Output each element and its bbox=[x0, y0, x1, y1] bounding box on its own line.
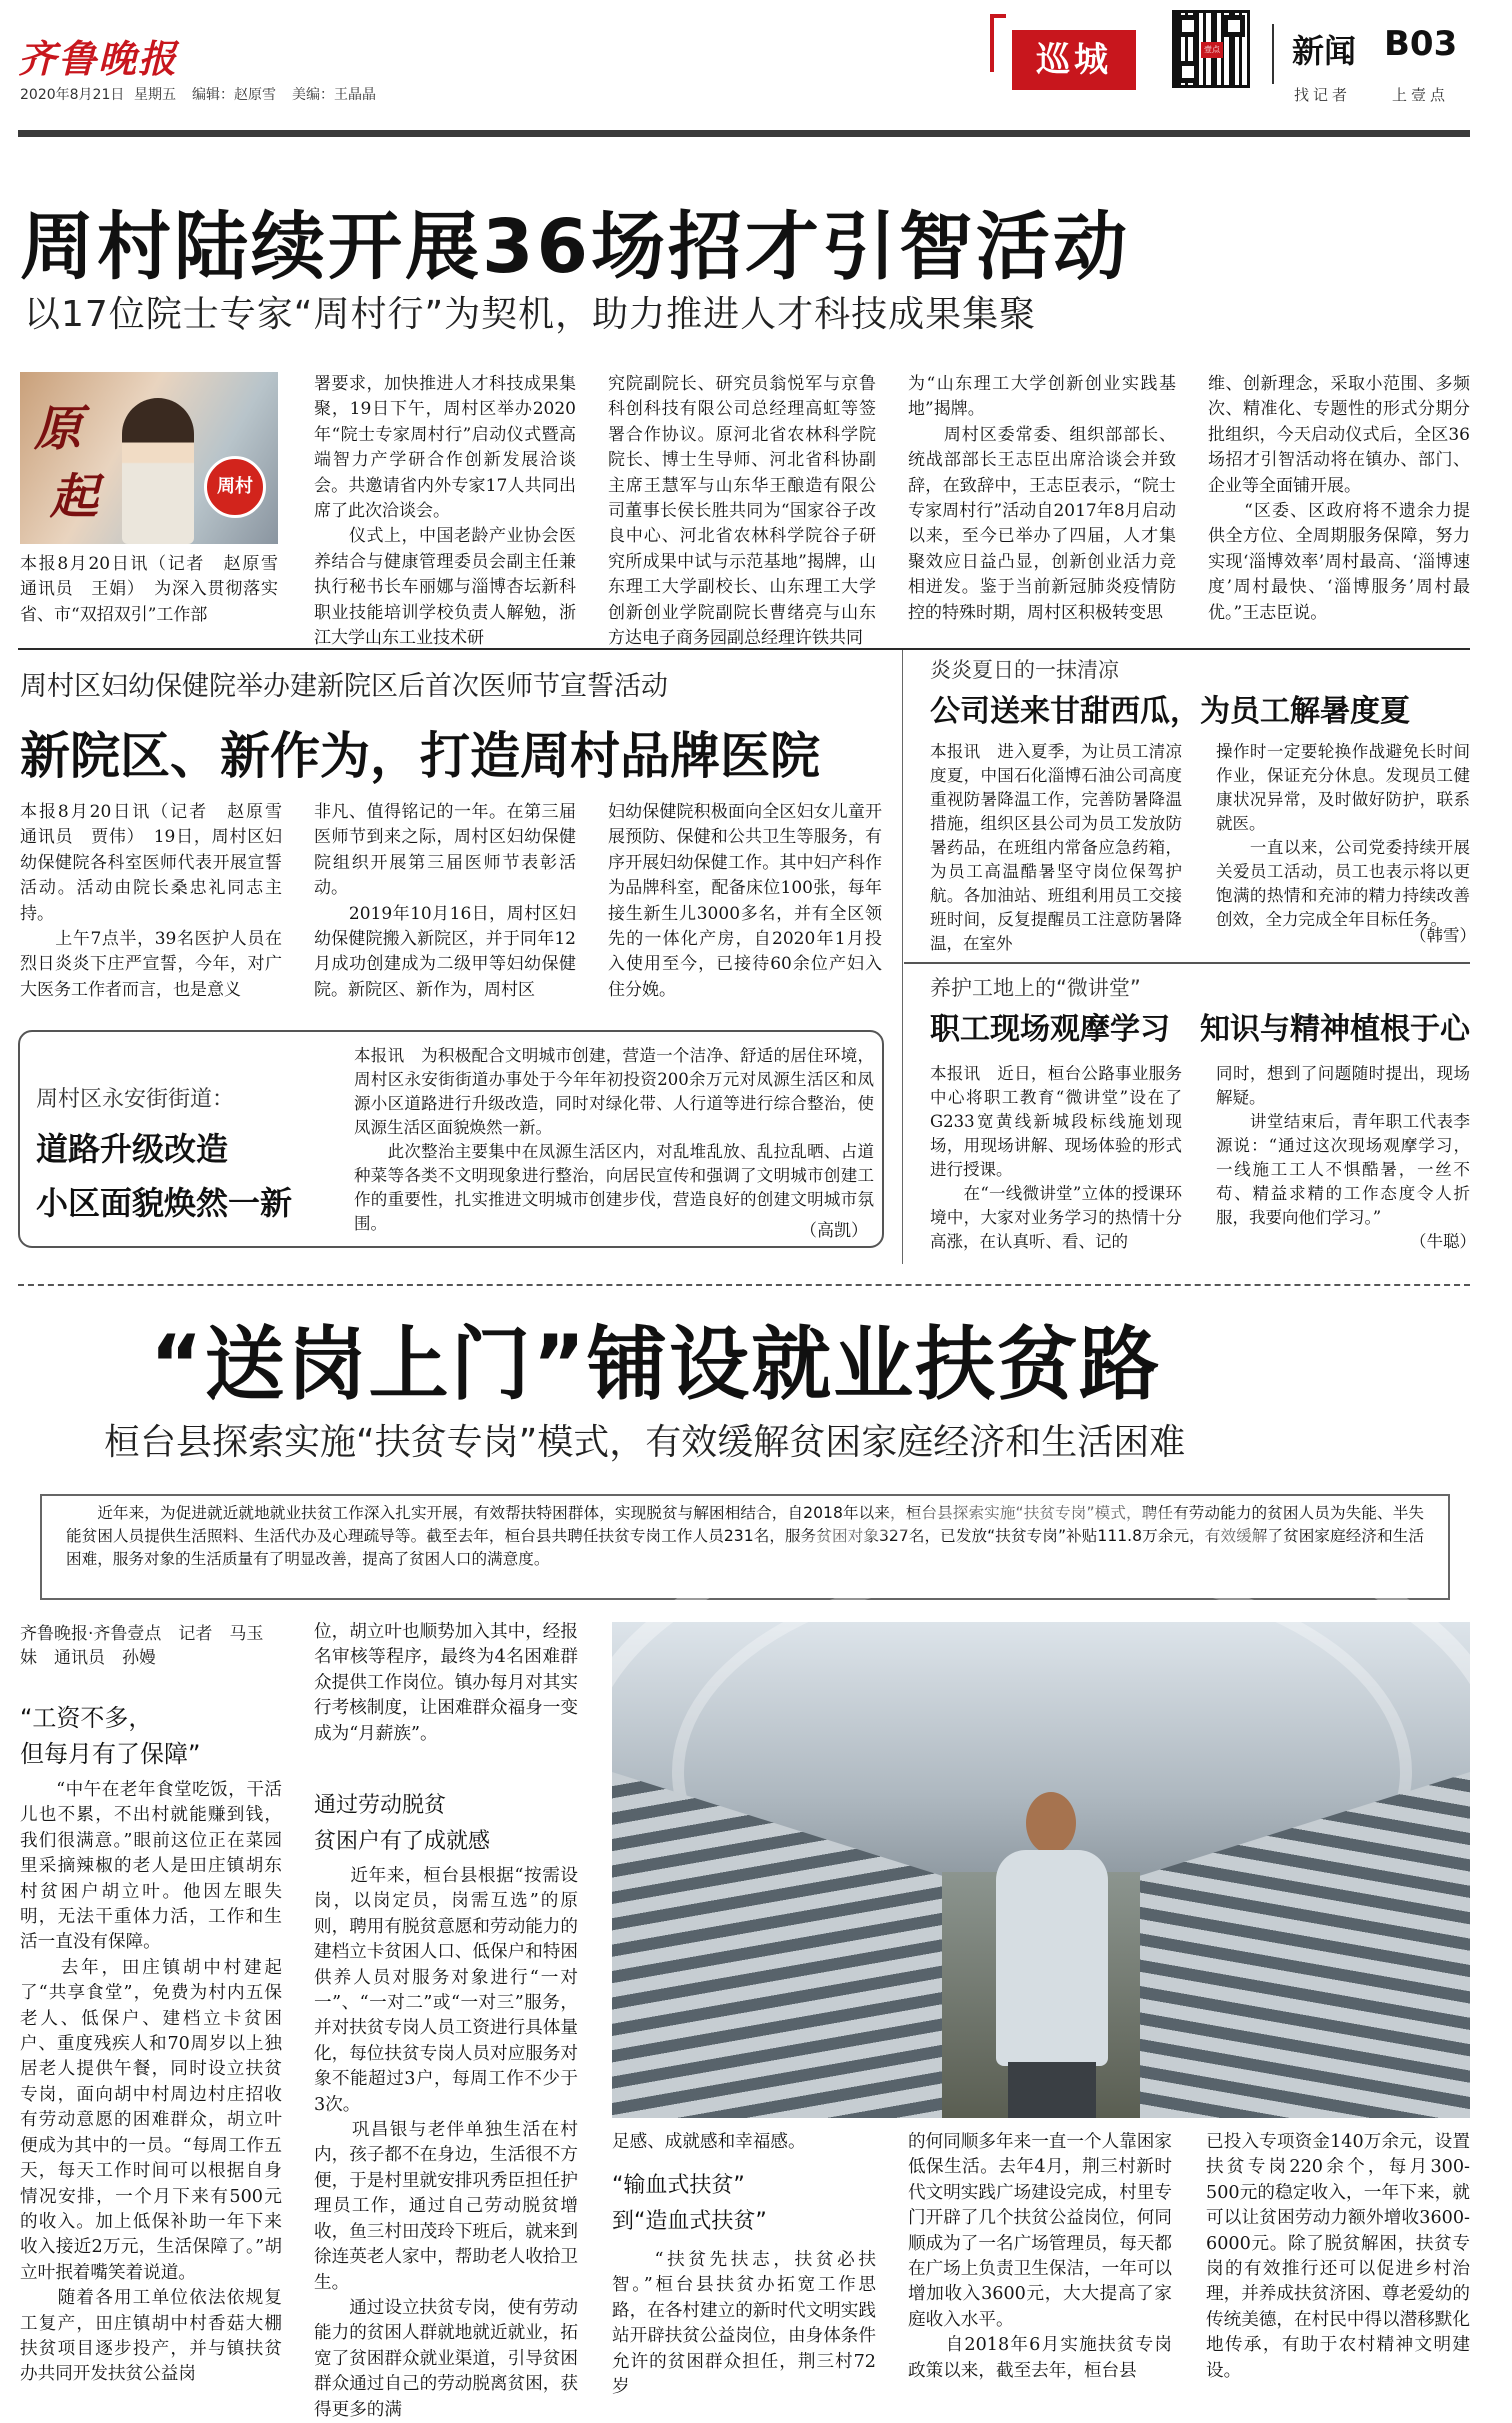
story1-subtitle: 以17位院士专家“周村行”为契机，助力推进人才科技成果集聚 bbox=[24, 294, 1037, 335]
story3-box bbox=[18, 1030, 884, 1248]
story4-title: 公司送来甘甜西瓜，为员工解暑度夏 bbox=[930, 694, 1410, 729]
section-tab bbox=[1012, 30, 1136, 90]
qr-code bbox=[1172, 10, 1250, 88]
section-dashed-rule bbox=[18, 1284, 1470, 1286]
story5-kicker: 养护工地上的“微讲堂” bbox=[930, 976, 1141, 1000]
story6-sub2-line1: 通过劳动脱贫 bbox=[314, 1793, 447, 1818]
story6-col3b: “扶贫先扶志，扶贫必扶智。”桓台县扶贫办拓宽工作思路，在各村建立的新时代文明实践站开辟扶贫公益岗位，由身体条件允许的贫困群众担任，荆三村72岁 bbox=[612, 2250, 876, 2398]
story4-col2: 操作时一定要轮换作战避免长时间作业，保证充分休息。发现员工健康状况异常，及时做好防护，联系就医。 一直以来，公司党委持续开展关爱员工活动，员工也表示将以更饱满的热情和充沛的精力持续改善创效，全力完成全年目标任务。 bbox=[1216, 742, 1470, 929]
story2-col2: 非凡、值得铭记的一年。在第三届医师节到来之际，周村区妇幼保健院组织开展第三届医师节表彰活动。 2019年10月16日，周村区妇幼保健院搬入新院区，并于同年12月成功创建成为二级甲等妇幼保健院。新院区、新作为，周村区 bbox=[314, 802, 576, 1000]
masthead-editor: 编辑：赵原雪 bbox=[192, 87, 276, 103]
qr-corner-icon bbox=[1177, 15, 1199, 37]
story6-sub2-line2: 贫困户有了成就感 bbox=[314, 1829, 491, 1854]
story6-col4: 的何同顺多年来一直一个人靠困家低保生活。去年4月，荆三村新时代文明实践广场建设完成，村里专门开辟了几个扶贫公益岗位，何同顺成为了一名广场管理员，每天都在广场上负责卫生保洁，一年可以增加收入3600元，大大提高了家庭收入水平。 自2018年6月实施扶贫专岗政策以来，截至去年，桓台县 bbox=[908, 2132, 1172, 2381]
story6-sub3-line1: “输血式扶贫” bbox=[612, 2173, 745, 2198]
story1-bottom-rule bbox=[18, 648, 1470, 650]
section-tab-bracket bbox=[990, 14, 1006, 72]
masthead-weekday: 星期五 bbox=[134, 87, 176, 103]
masthead bbox=[0, 0, 1488, 130]
newspaper-logo: 齐鲁晚报 bbox=[18, 36, 179, 81]
story6-col5: 已投入专项资金140万余元，设置扶贫专岗220余个，每月300-500元的稳定收入，一年下来，就可以让贫困劳动力额外增收3600-6000元。除了脱贫解困，扶贫专岗的有效推行还可以促进乡村治理，并养成扶贫济困、尊老爱幼的传统美德，在村民中得以潜移默化地传承，有助于农村精神文明建设。 bbox=[1206, 2132, 1470, 2381]
story6-byline: 齐鲁晚报·齐鲁壹点 记者 马玉妹 通讯员 孙嫚 bbox=[20, 1624, 264, 1668]
page-label: 新闻 bbox=[1292, 32, 1357, 70]
qr-corner-icon bbox=[1223, 15, 1245, 37]
story2-col3: 妇幼保健院积极面向全区妇女儿童开展预防、保健和公共卫生等服务，有序开展妇幼保健工作。其中妇产科作为品牌科室，配备床位100张，每年接生新生儿3000多名，并有全区领先的一体化产房，自2020年1月投入使用至今，已接待60余位产妇入住分娩。 bbox=[608, 802, 882, 1000]
story4-col1: 本报讯 进入夏季，为让员工清凉度夏，中国石化淄博石油公司高度重视防暑降温工作，完善防暑降温措施，组织区县公司为员工发放防暑药品，在班组内常备应急药箱，为员工高温酷暑坚守岗位保驾护航。各加油站、班组利用员工交接班时间，反复提醒员工注意防暑降温，在室外 bbox=[930, 742, 1182, 953]
section-tab-label: 巡城 bbox=[1036, 40, 1112, 80]
story2-title: 新院区、新作为，打造周村品牌医院 bbox=[20, 727, 820, 785]
story1-col2: 署要求，加快推进人才科技成果集聚，19日下午，周村区举办2020年“院士专家周村行”启动仪式暨高端智力产学研合作创新发展洽谈会。共邀请省内外专家17人共同出席了此次洽谈会。 仪式上，中国老龄产业协会医养结合与健康管理委员会副主任兼执行秘书长车丽娜与淄博杏坛新科职业技能培训学校负责人解勉，浙江大学山东工业技术研 bbox=[314, 374, 576, 649]
story3-kicker: 周村区永安街街道： bbox=[36, 1087, 235, 1112]
story1-col3: 究院副院长、研究员翁悦军与京鲁科创科技有限公司总经理高虹等签署合作协议。原河北省农林科学院院长、博士生导师、河北省科协副主席王慧军与山东华王酿造有限公司董事长侯长胜共同为“国家谷子改良中心、河北省农林科学院谷子研究所成果中试与示范基地”揭牌，山东理工大学副校长、山东理工大学创新创业学院副院长曹绪亮与山东方达电子商务园副总经理许铁共同 bbox=[608, 374, 876, 649]
story6-col3a: 足感、成就感和幸福感。 bbox=[612, 2132, 806, 2152]
story6-sub3-line2: 到“造血式扶贫” bbox=[612, 2209, 767, 2234]
story1-col1: 本报8月20日讯（记者 赵原雪 通讯员 王娟） 为深入贯彻落实省、市“双招双引”工作部 bbox=[20, 554, 295, 625]
story3-title-line1: 道路升级改造 bbox=[36, 1130, 229, 1168]
story4-kicker: 炎炎夏日的一抹清凉 bbox=[930, 658, 1119, 682]
qr-corner-icon bbox=[1177, 61, 1199, 83]
story2-kicker: 周村区妇幼保健院举办建新院区后首次医师节宣誓活动 bbox=[20, 671, 668, 702]
photo-badge bbox=[204, 456, 266, 518]
story6-lead: 近年来，为促进就近就地就业扶贫工作深入扎实开展，有效帮扶特困群体，实现脱贫与解困相结合，自2018年以来，桓台县探索实施“扶贫专岗”模式，聘任有劳动能力的贫困人员为失能、半失能贫困人员提供生活照料、生活代办及心理疏导等。截至去年，桓台县共聘任扶贫专岗工作人员231名，服务贫困对象327名，已发放“扶贫专岗”补贴111.8万余元，有效缓解了贫困家庭经济和生活困难，服务对象的生活质量有了明显改善，提高了贫困人口的满意度。 bbox=[66, 1504, 1424, 1568]
story5-sign: （牛聪） bbox=[1410, 1232, 1476, 1251]
story1-col4: 为“山东理工大学创新创业实践基地”揭牌。 周村区委常委、组织部部长、统战部部长王志臣出席洽谈会并致辞，在致辞中，王志臣表示，“院士专家周村行”活动自2017年8月启动以来，至今已举办了四届，人才集聚效应日益凸显，创新创业活力竞相迸发。鉴于当前新冠肺炎疫情防控的特殊时期，周村区积极转变思 bbox=[908, 374, 1176, 623]
story3-body: 本报讯 为积极配合文明城市创建，营造一个洁净、舒适的居住环境，周村区永安街街道办事处于今年年初投资200余万元对凤源生活区和凤源小区道路进行升级改造，同时对绿化带、人行道等进行综合整治，使凤源生活区面貌焕然一新。 此次整治主要集中在凤源生活区内，对乱堆乱放、乱拉乱晒、占道种菜等各类不文明现象进行整治，向居民宣传和强调了文明城市创建工作的重要性，扎实推进文明城市创建步伐，营造良好的创建文明城市氛围。 bbox=[354, 1046, 874, 1233]
story6-title: “送岗上门”铺设就业扶贫路 bbox=[150, 1318, 1162, 1411]
story6-col2a: 位，胡立叶也顺势加入其中，经报名审核等程序，最终为4名困难群众提供工作岗位。镇办每月对其实行考核制度，让困难群众福身一变成为“月薪族”。 bbox=[314, 1622, 578, 1744]
story4-bottom-rule bbox=[904, 962, 1470, 964]
photo-overlay-text-2: 起 bbox=[50, 469, 99, 525]
column-divider bbox=[902, 650, 903, 1264]
photo-person-body bbox=[996, 1850, 1108, 2066]
story6-subtitle: 桓台县探索实施“扶贫专岗”模式，有效缓解贫困家庭经济和生活困难 bbox=[104, 1422, 1186, 1463]
story6-sub1-line1: “工资不多， bbox=[20, 1704, 153, 1732]
story5-col2: 同时，想到了问题随时提出，现场解疑。 讲堂结束后，青年职工代表李源说：“通过这次现场观摩学习，一线施工工人不惧酷暑，一丝不苟、精益求精的工作态度令人折服，我要向他们学习。” bbox=[1216, 1064, 1470, 1227]
masthead-date: 2020年8月21日 bbox=[20, 87, 125, 103]
story3-sign: （高凯） bbox=[800, 1221, 868, 1241]
story6-photo bbox=[612, 1622, 1470, 2118]
qr-badge: 壹点 bbox=[1201, 42, 1223, 58]
story2-col1: 本报8月20日讯（记者 赵原雪 通讯员 贾伟） 19日，周村区妇幼保健院各科室医师代表开展宣誓活动。活动由院长桑忠礼同志主持。 上午7点半，39名医护人员在烈日炎炎下庄严宣誓，今年，对广大医务工作者而言，也是意义 bbox=[20, 802, 282, 1000]
story1-col5: 维、创新理念，采取小范围、多频次、精准化、专题性的形式分期分批组织，今天启动仪式后，全区36场招才引智活动将在镇办、部门、企业等全面铺开展。 “区委、区政府将不遗余力提供全方位、全周期服务保障，努力实现‘淄博效率’周村最高、‘淄博速度’周村最快、‘淄博服务’周村最优。”王志臣说。 bbox=[1208, 374, 1470, 623]
masthead-divider bbox=[1272, 24, 1274, 84]
photo-person-legs bbox=[1008, 2062, 1096, 2118]
photo-person-head bbox=[1026, 1792, 1076, 1854]
story3-title-line2: 小区面貌焕然一新 bbox=[36, 1184, 293, 1222]
masthead-designer: 美编：王晶晶 bbox=[292, 87, 376, 103]
photo-person bbox=[122, 398, 194, 544]
story5-col1: 本报讯 近日，桓台公路事业服务中心将职工教育“微讲堂”设在了G233宽黄线新城段标线施划现场，用现场讲解、现场体验的形式进行授课。 在“一线微讲堂”立体的授课环境中，大家对业务学习的热情十分高涨，在认真听、看、记的 bbox=[930, 1064, 1182, 1251]
story6-sub1-line2: 但每月有了保障” bbox=[20, 1740, 201, 1768]
page-number: B03 bbox=[1384, 24, 1458, 64]
slogan-right: 上壹点 bbox=[1392, 86, 1450, 104]
story5-title: 职工现场观摩学习 知识与精神植根于心 bbox=[930, 1012, 1470, 1047]
story4-sign: （韩雪） bbox=[1410, 926, 1476, 945]
story6-col2b: 近年来，桓台县根据“按需设岗，以岗定员，岗需互选”的原则，聘用有脱贫意愿和劳动能力的建档立卡贫困人口、低保户和特困供养人员对服务对象进行“一对一”、“一对二”或“一对三”服务，并对扶贫专岗人员工资进行具体量化，每位扶贫专岗人员对应服务对象不能超过3户，每周工作不少于3次。 巩昌银与老伴单独生活在村内，孩子都不在身边，生活很不方便，于是村里就安排巩秀臣担任护理员工作，通过自己劳动脱贫增收，鱼三村田茂玲下班后，就来到徐连英老人家中，帮助老人收拾卫生。 通过设立扶贫专岗，使有劳动能力的贫困人群就地就近就业，拓宽了贫困群众就业渠道，引导贫困群众通过自己的劳动脱离贫困，获得更多的满 bbox=[314, 1866, 578, 2420]
photo-badge-label: 周村 bbox=[217, 476, 253, 497]
photo-overlay-text-1: 原 bbox=[34, 401, 83, 457]
masthead-rule bbox=[18, 130, 1470, 137]
story6-col1: “中午在老年食堂吃饭，干活儿也不累，不出村就能赚到钱，我们很满意。”眼前这位正在菜园里采摘辣椒的老人是田庄镇胡东村贫困户胡立叶。他因左眼失明，无法干重体力活，工作和生活一直没有保障。 去年，田庄镇胡中村建起了“共享食堂”，免费为村内五保老人、低保户、建档立卡贫困户、重度残疾人和70周岁以上独居老人提供午餐，同时设立扶贫专岗，面向胡中村周边村庄招收有劳动意愿的困难群众，胡立叶便成为其中的一员。“每周工作五天，每天工作时间可以根据自身情况安排，一个月下来有500元的收入。加上低保补助一年下来收入接近2万元，生活保障了。”胡立叶抿着嘴笑着说道。 随着各用工单位依法依规复工复产，田庄镇胡中村香菇大棚扶贫项目逐步投产，并与镇扶贫办共同开发扶贫公益岗 bbox=[20, 1780, 282, 2385]
story1-photo bbox=[20, 372, 278, 544]
story1-title: 周村陆续开展36场招才引智活动 bbox=[20, 204, 1130, 290]
slogan-left: 找记者 bbox=[1294, 86, 1352, 104]
